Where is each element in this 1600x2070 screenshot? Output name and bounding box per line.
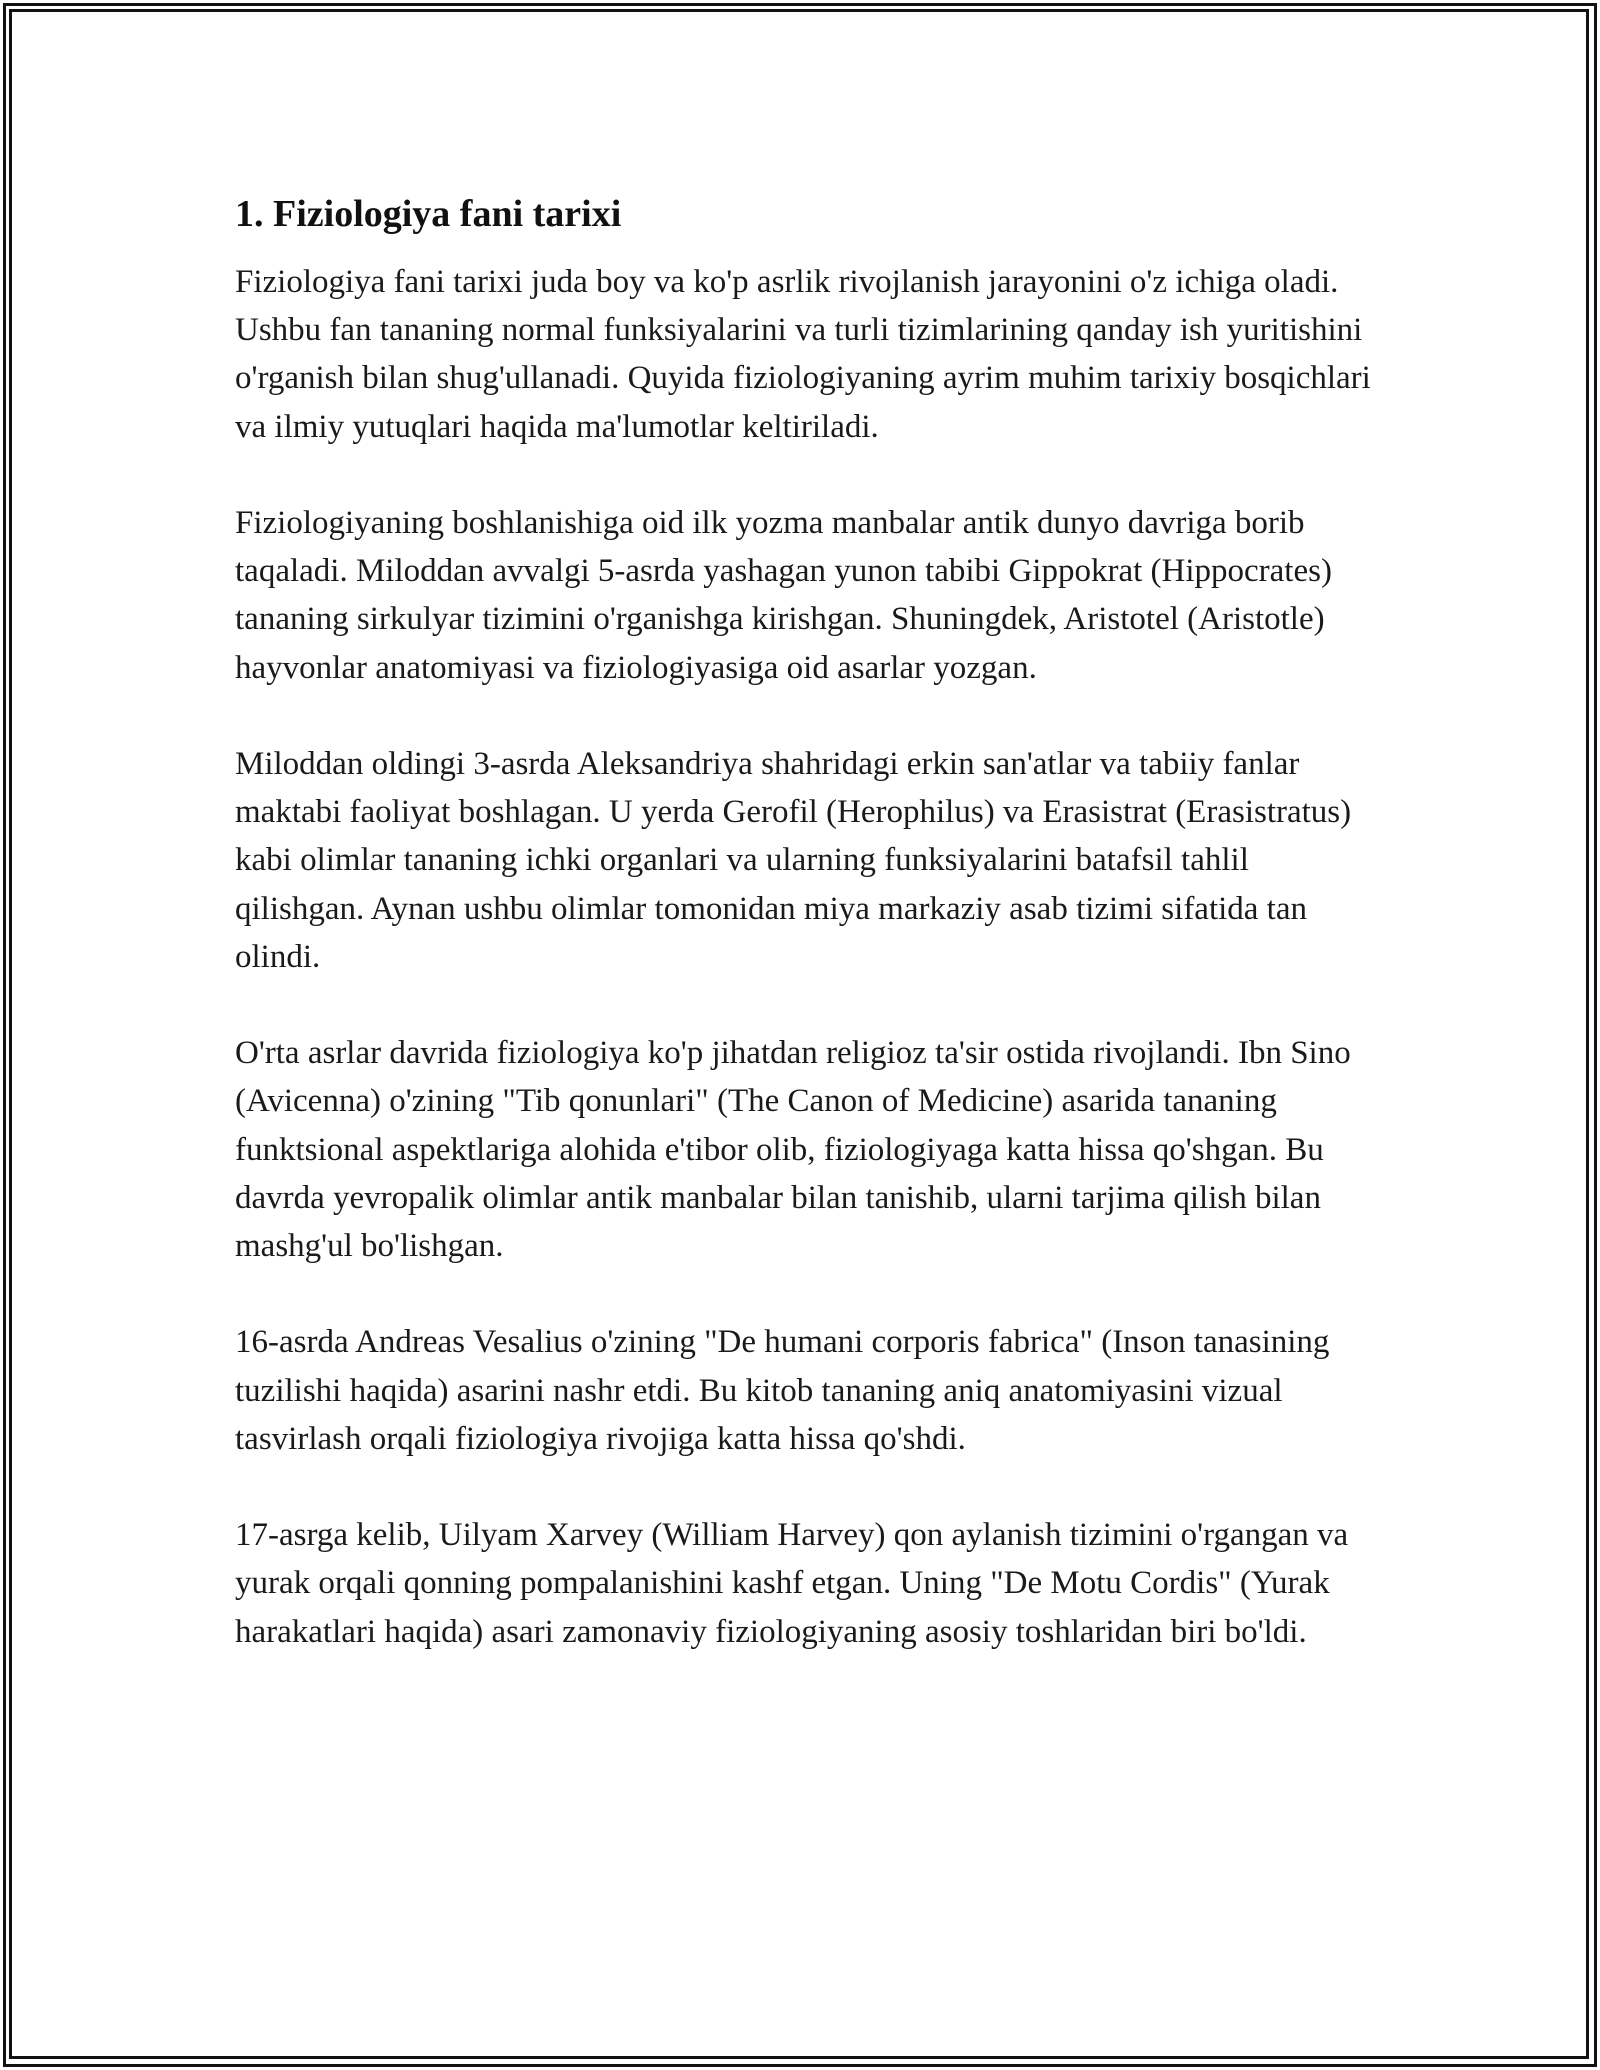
paragraph-intro: Fiziologiya fani tarixi juda boy va ko'p asrlik rivojlanish jarayonini o'z ichiga oladi. Ushbu fan tananing normal funksiyalarini va turli tizimlarining qanday ish yuritishini o'rganish bilan shug'ullanadi. Quyida fiziologiyaning ayrim muhim tarixiy bosqichlari va ilmiy yutuqlari haqida ma'lumotlar keltiriladi.: [235, 264, 1371, 445]
section-title: 1. Fiziologiya fani tarixi: [235, 193, 622, 235]
paragraph-antiquity: Fiziologiyaning boshlanishiga oid ilk yozma manbalar antik dunyo davriga borib taqaladi. Miloddan avvalgi 5-asrda yashagan yunon tabibi Gippokrat (Hippocrates) tananing sirkulyar tizimini o'rganishga kirishgan. Shuningdek, Aristotel (Aristotle) hayvonlar anatomiyasi va fiziologiyasiga oid asarlar yozgan.: [235, 505, 1332, 686]
paragraph-middle-ages: O'rta asrlar davrida fiziologiya ko'p jihatdan religioz ta'sir ostida rivojlandi. Ibn Sino (Avicenna) o'zining "Tib qonunlari" (The Canon of Medicine) asarida tananing funktsional aspektlariga alohida e'tibor olib, fiziologiyaga katta hissa qo'shgan. Bu davrda yevropalik olimlar antik manbalar bilan tanishib, ularni tarjima qilish bilan mashg'ul bo'lishgan.: [235, 1035, 1351, 1265]
document-body: [235, 186, 1385, 1656]
paragraph-harvey: 17-asrga kelib, Uilyam Xarvey (William Harvey) qon aylanish tizimini o'rgangan va yurak orqali qonning pompalanishini kashf etgan. Uning "De Motu Cordis" (Yurak harakatlari haqida) asari zamonaviy fiziologiyaning asosiy toshlaridan biri bo'ldi.: [235, 1517, 1349, 1650]
paragraph-vesalius: 16-asrda Andreas Vesalius o'zining "De humani corporis fabrica" (Inson tanasining tuzilishi haqida) asarini nashr etdi. Bu kitob tananing aniq anatomiyasini vizual tasvirlash orqali fiziologiya rivojiga katta hissa qo'shdi.: [235, 1324, 1330, 1457]
paragraph-alexandria: Miloddan oldingi 3-asrda Aleksandriya shahridagi erkin san'atlar va tabiiy fanlar maktabi faoliyat boshlagan. U yerda Gerofil (Herophilus) va Erasistrat (Erasistratus) kabi olimlar tananing ichki organlari va ularning funksiyalarini batafsil tahlil qilishgan. Aynan ushbu olimlar tomonidan miya markaziy asab tizimi sifatida tan olindi.: [235, 746, 1352, 975]
